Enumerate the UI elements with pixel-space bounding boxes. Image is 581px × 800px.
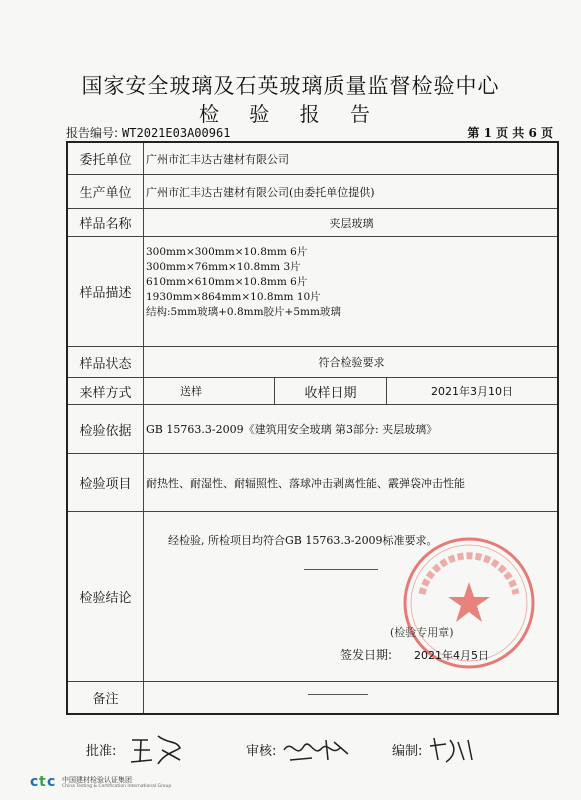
svg-text:c: c (30, 774, 39, 790)
label-basis: 检验依据 (68, 405, 144, 453)
label-sample-name: 样品名称 (68, 209, 144, 236)
desc-line: 300mm×76mm×10.8mm 3片 (146, 261, 301, 273)
row-sample-desc (68, 237, 557, 347)
sign-date: 2021年4月5日 (414, 649, 489, 662)
label-manufacturer: 生产单位 (68, 175, 144, 208)
approve-label: 批准: (86, 744, 117, 759)
value-basis: GB 15763.3-2009《建筑用安全玻璃 第3部分: 夹层玻璃》 (146, 423, 438, 436)
label-client: 委托单位 (68, 143, 144, 174)
svg-text:c: c (47, 774, 56, 790)
label-items: 检验项目 (68, 454, 144, 511)
value-client: 广州市汇丰达古建材有限公司 (146, 152, 289, 166)
row-conclusion (68, 512, 557, 682)
report-number-value: WT2021E03A00961 (122, 126, 231, 140)
compile-signature (428, 732, 476, 764)
review-signature (282, 734, 352, 764)
conclusion-underline (304, 569, 378, 570)
report-number (66, 124, 230, 141)
label-receive-date: 收样日期 (274, 378, 386, 404)
doc-title: 检 验 报 告 (198, 102, 383, 126)
value-sample-desc (146, 245, 341, 320)
label-conclusion: 检验结论 (68, 512, 144, 681)
report-table (66, 141, 559, 715)
remarks-underline (308, 694, 368, 695)
conclusion-text: 经检验, 所检项目均符合GB 15763.3-2009标准要求。 (168, 534, 438, 547)
page-info: 第 1 页 共 6 页 (467, 126, 553, 140)
label-remarks: 备注 (68, 682, 144, 713)
row-manufacturer (68, 175, 557, 209)
footer-org-name-en: China Testing & Certification International Group (62, 784, 172, 789)
row-basis (68, 405, 557, 454)
row-sampling (68, 378, 557, 405)
value-sample-state: 符合检验要求 (318, 356, 385, 369)
row-sample-state (68, 347, 557, 378)
review-label: 审核: (246, 744, 277, 759)
value-receive-date: 2021年3月10日 (386, 378, 557, 404)
value-sampling: 送样 (180, 385, 202, 398)
approve-signature (128, 730, 188, 766)
value-items: 耐热性、耐湿性、耐辐照性、落球冲击剥离性能、霰弹袋冲击性能 (146, 476, 465, 490)
label-sampling: 来样方式 (68, 378, 144, 404)
svg-text:t: t (39, 774, 46, 790)
value-manufacturer: 广州市汇丰达古建材有限公司(由委托单位提供) (146, 185, 375, 199)
sign-date-label: 签发日期: (340, 648, 393, 662)
compile-label: 编制: (392, 744, 423, 759)
label-sample-state: 样品状态 (68, 347, 144, 377)
ctc-logo-icon (30, 772, 60, 790)
row-client (68, 143, 557, 175)
row-remarks (68, 682, 557, 713)
desc-line: 610mm×610mm×10.8mm 6片 (146, 276, 308, 288)
desc-line: 结构:5mm玻璃+0.8mm胶片+5mm玻璃 (146, 306, 341, 318)
label-sample-desc: 样品描述 (68, 237, 144, 346)
row-sample-name (68, 209, 557, 237)
footer-org-name: 中国建材检验认证集团 (62, 776, 132, 784)
value-sample-name: 夹层玻璃 (329, 216, 374, 230)
seal-label: (检验专用章) (390, 626, 454, 639)
desc-line: 1930mm×864mm×10.8mm 10片 (146, 291, 321, 303)
report-number-label: 报告编号: (66, 126, 119, 140)
row-items (68, 454, 557, 512)
org-title: 国家安全玻璃及石英玻璃质量监督检验中心 (81, 74, 500, 98)
desc-line: 300mm×300mm×10.8mm 6片 (146, 246, 308, 258)
